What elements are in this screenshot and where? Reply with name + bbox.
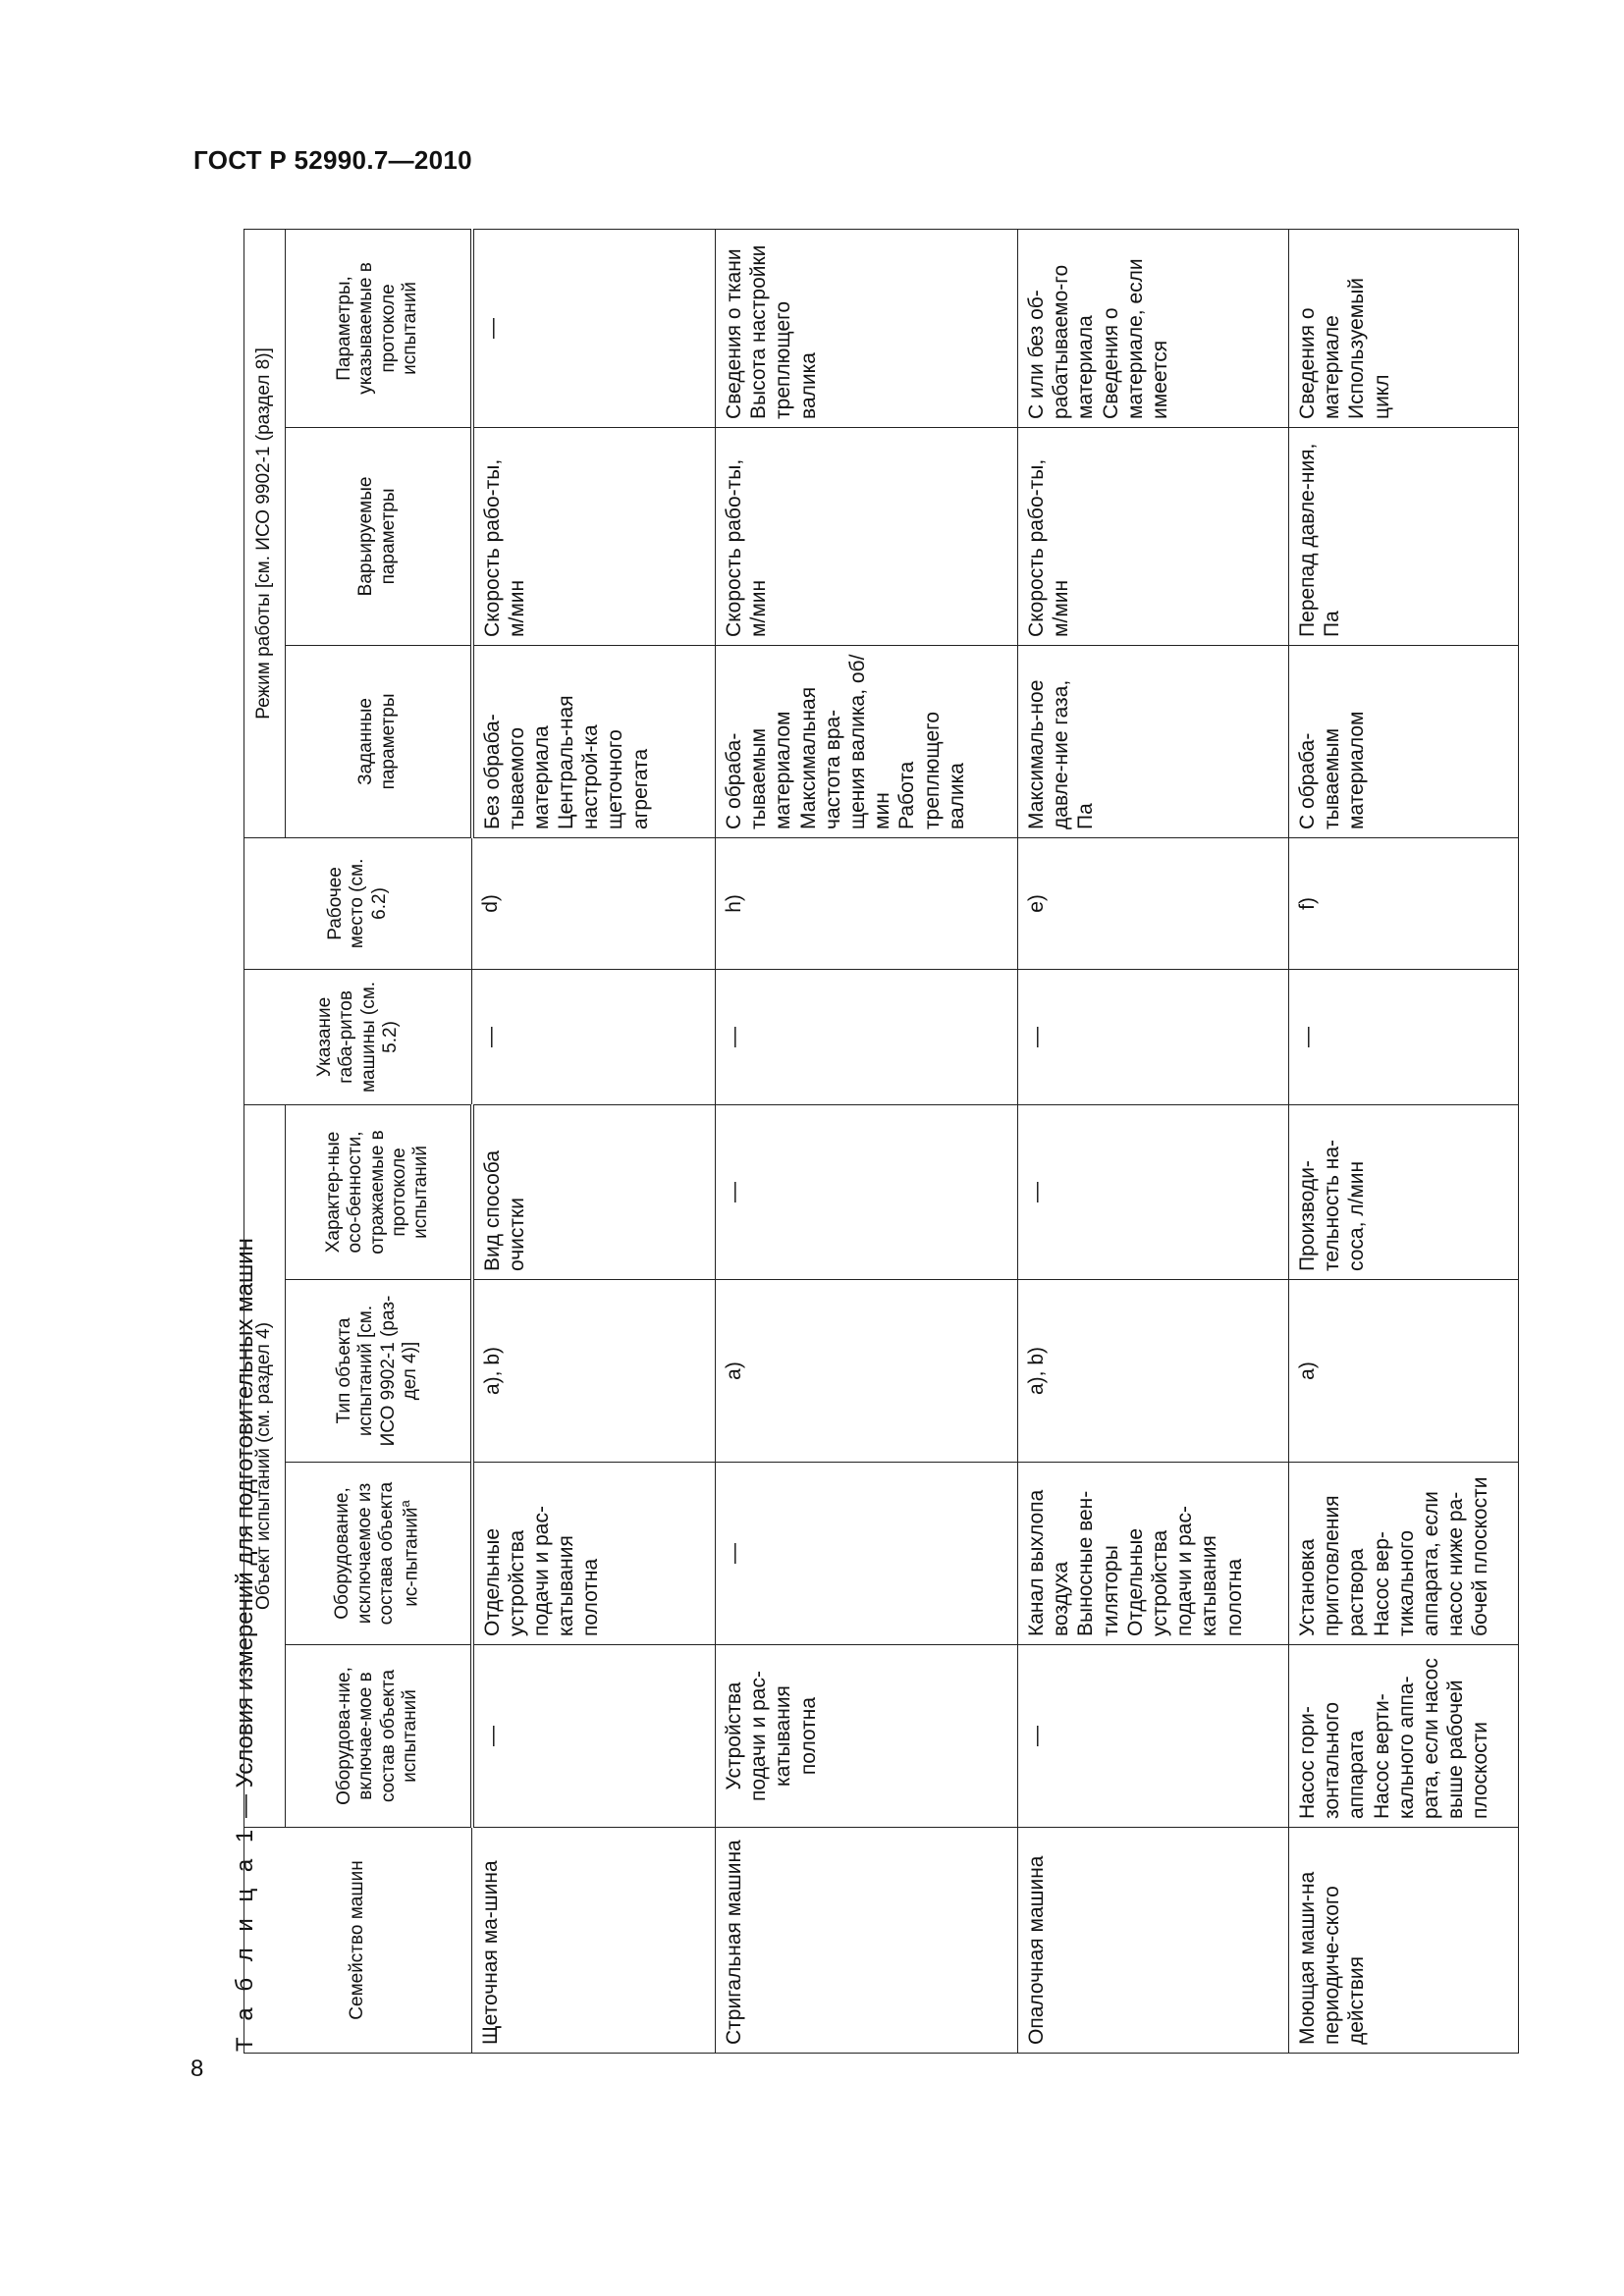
cell-features: Производи-тельность на-соса, л/мин xyxy=(1289,1104,1519,1279)
cell-included: — xyxy=(472,1645,716,1828)
table-row xyxy=(472,229,716,2053)
table-column-header-row xyxy=(286,229,472,2053)
cell-type: a) xyxy=(1289,1280,1519,1463)
cell-report-params: С или без об-рабатываемо-го материала Сведения о материале, если имеется xyxy=(1018,229,1289,427)
column-header-included: Оборудова-ние, включае-мое в состав объекта испытаний xyxy=(286,1645,472,1828)
cell-workplace: e) xyxy=(1018,837,1289,969)
cell-varied-params: Перепад давле-ния, Па xyxy=(1289,427,1519,645)
column-header-type: Тип объекта испытаний [см. ИСО 9902-1 (раз-дел 4)] xyxy=(286,1280,472,1463)
cell-type: a) xyxy=(716,1280,1018,1463)
cell-workplace: d) xyxy=(472,837,716,969)
cell-dimensions: — xyxy=(716,969,1018,1104)
column-header-report-params: Параметры, указываемые в протоколе испытаний xyxy=(286,229,472,427)
column-header-excluded-text: Оборудование, исключаемое из состава объекта ис-пытаний xyxy=(332,1481,422,1626)
column-header-workplace: Рабочее место (см. 6.2) xyxy=(244,837,472,969)
cell-features: — xyxy=(716,1104,1018,1279)
cell-features: Вид способа очистки xyxy=(472,1104,716,1279)
cell-dimensions: — xyxy=(1289,969,1519,1104)
column-header-dimensions: Указание габа-ритов машины (см. 5.2) xyxy=(244,969,472,1104)
cell-included: Насос гори-зонтального аппарата Насос верти-кального аппа-рата, если насос выше рабочей плоскости xyxy=(1289,1645,1519,1828)
cell-family: Моющая маши-на периодиче-ского действия xyxy=(1289,1828,1519,2054)
document-code-header: ГОСТ Р 52990.7—2010 xyxy=(193,145,472,175)
column-header-varied-params: Варьируемые параметры xyxy=(286,427,472,645)
cell-varied-params: Скорость рабо-ты, м/мин xyxy=(472,427,716,645)
cell-features: — xyxy=(1018,1104,1289,1279)
group-header-operating-mode: Режим работы [см. ИСО 9902-1 (раздел 8)] xyxy=(244,229,286,837)
table-row xyxy=(716,229,1018,2053)
column-header-family: Семейство машин xyxy=(244,1828,472,2054)
cell-included: — xyxy=(1018,1645,1289,1828)
cell-dimensions: — xyxy=(1018,969,1289,1104)
cell-family: Стригальная машина xyxy=(716,1828,1018,2054)
table-caption-label: Т а б л и ц а 1 xyxy=(232,1824,258,2052)
page-number: 8 xyxy=(190,2056,204,2082)
cell-type: a), b) xyxy=(472,1280,716,1463)
cell-varied-params: Скорость рабо-ты, м/мин xyxy=(716,427,1018,645)
cell-excluded: Отдельные устройства подачи и рас-катывания полотна xyxy=(472,1463,716,1645)
cell-included: Устройства подачи и рас-катывания полотна xyxy=(716,1645,1018,1828)
cell-set-params: С обраба-тываемым материалом Максимальная частота вра-щения валика, об/мин Работа треплющего валика xyxy=(716,645,1018,837)
cell-excluded: — xyxy=(716,1463,1018,1645)
table-row xyxy=(1289,229,1519,2053)
cell-dimensions: — xyxy=(472,969,716,1104)
cell-report-params: — xyxy=(472,229,716,427)
cell-set-params: С обраба-тываемым материалом xyxy=(1289,645,1519,837)
table-row xyxy=(1018,229,1289,2053)
cell-family: Щеточная ма-шина xyxy=(472,1828,716,2054)
cell-varied-params: Скорость рабо-ты, м/мин xyxy=(1018,427,1289,645)
table-group-header-row xyxy=(244,229,286,2053)
measurement-conditions-table xyxy=(244,229,1519,2054)
rotated-table-container xyxy=(244,230,1518,2054)
column-header-excluded xyxy=(286,1463,472,1645)
cell-set-params: Максималь-ное давле-ние газа, Па xyxy=(1018,645,1289,837)
cell-workplace: f) xyxy=(1289,837,1519,969)
cell-excluded: Канал выхлопа воздуха Выносные вен-тиляторы Отдельные устройства подачи и рас-катывания полотна xyxy=(1018,1463,1289,1645)
cell-set-params: Без обраба-тываемого материала Централь-ная настрой-ка щеточного агрегата xyxy=(472,645,716,837)
cell-workplace: h) xyxy=(716,837,1018,969)
cell-excluded: Установка приготовления раствора Насос вер-тикального аппарата, если насос ниже ра-бочей плоскости xyxy=(1289,1463,1519,1645)
column-header-set-params: Заданные параметры xyxy=(286,645,472,837)
column-header-features: Характер-ные осо-бенности, отражаемые в протоколе испытаний xyxy=(286,1104,472,1279)
cell-family: Опалочная машина xyxy=(1018,1828,1289,2054)
group-header-test-object: Объект испытаний (см. раздел 4) xyxy=(244,1104,286,1827)
footnote-mark: а xyxy=(398,1500,413,1508)
cell-type: a), b) xyxy=(1018,1280,1289,1463)
cell-report-params: Сведения о материале Используемый цикл xyxy=(1289,229,1519,427)
table-caption-text: — Условия измерений для подготовительных машин xyxy=(232,1238,258,1825)
cell-report-params: Сведения о ткани Высота настройки треплющего валика xyxy=(716,229,1018,427)
